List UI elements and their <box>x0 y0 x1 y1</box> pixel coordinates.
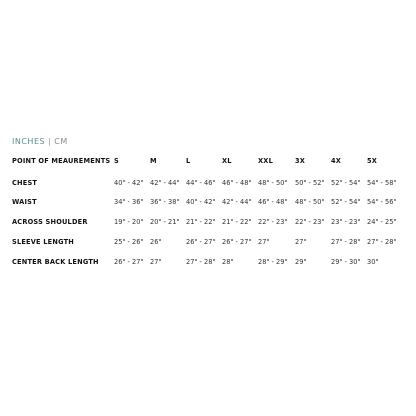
measurement-cell: 25" - 26" <box>114 238 144 246</box>
measurement-cell: 26" <box>150 238 162 246</box>
size-header-l: L <box>186 157 191 165</box>
measurement-cell: 34" - 36" <box>114 198 144 206</box>
size-header-4x: 4X <box>331 157 342 165</box>
measurement-cell: 24" - 25" <box>367 218 397 226</box>
measurement-cell: 54" - 56" <box>367 198 397 206</box>
measurement-cell: 27" <box>258 238 270 246</box>
row-label: ACROSS SHOULDER <box>12 218 88 226</box>
measurement-cell: 48" - 50" <box>295 198 325 206</box>
measurement-cell: 42" - 44" <box>222 198 252 206</box>
measurement-cell: 22" - 23" <box>258 218 288 226</box>
measurement-cell: 28" <box>222 258 234 266</box>
size-header-s: S <box>114 157 119 165</box>
measurement-cell: 46" - 48" <box>258 198 288 206</box>
measurement-cell: 44" - 46" <box>186 179 216 187</box>
measurement-cell: 20" - 21" <box>150 218 180 226</box>
cm-tab[interactable]: CM <box>54 137 68 146</box>
size-header-xxl: XXL <box>258 157 273 165</box>
row-label: CENTER BACK LENGTH <box>12 258 99 266</box>
measurement-cell: 27" - 28" <box>367 238 397 246</box>
measurement-cell: 27" <box>295 238 307 246</box>
measurement-cell: 26" - 27" <box>186 238 216 246</box>
row-label: CHEST <box>12 179 38 187</box>
measurement-cell: 27" - 28" <box>186 258 216 266</box>
header-point-of-measurements: POINT OF MEAUREMENTS <box>12 157 111 165</box>
measurement-cell: 48" - 50" <box>258 179 288 187</box>
row-label: WAIST <box>12 198 37 206</box>
measurement-cell: 42" - 44" <box>150 179 180 187</box>
size-header-3x: 3X <box>295 157 306 165</box>
measurement-cell: 52" - 54" <box>331 179 361 187</box>
measurement-cell: 26" - 27" <box>114 258 144 266</box>
measurement-cell: 27" <box>150 258 162 266</box>
size-header-xl: XL <box>222 157 232 165</box>
measurement-cell: 21" - 22" <box>186 218 216 226</box>
measurement-cell: 28" - 29" <box>258 258 288 266</box>
measurement-cell: 23" - 23" <box>331 218 361 226</box>
measurement-cell: 46" - 48" <box>222 179 252 187</box>
size-header-5x: 5X <box>367 157 378 165</box>
measurement-cell: 30" <box>367 258 379 266</box>
measurement-cell: 21" - 22" <box>222 218 252 226</box>
measurement-cell: 27" - 28" <box>331 238 361 246</box>
measurement-cell: 54" - 58" <box>367 179 397 187</box>
measurement-cell: 19" - 20" <box>114 218 144 226</box>
size-header-m: M <box>150 157 157 165</box>
measurement-cell: 50" - 52" <box>295 179 325 187</box>
measurement-cell: 36" - 38" <box>150 198 180 206</box>
measurement-cell: 29" <box>295 258 307 266</box>
row-label: SLEEVE LENGTH <box>12 238 74 246</box>
measurement-cell: 40" - 42" <box>186 198 216 206</box>
measurement-cell: 29" - 30" <box>331 258 361 266</box>
measurement-cell: 40" - 42" <box>114 179 144 187</box>
measurement-cell: 22" - 23" <box>295 218 325 226</box>
inches-tab[interactable]: INCHES <box>12 137 46 146</box>
measurement-cell: 52" - 54" <box>331 198 361 206</box>
unit-separator: | <box>48 137 52 146</box>
measurement-cell: 26" - 27" <box>222 238 252 246</box>
